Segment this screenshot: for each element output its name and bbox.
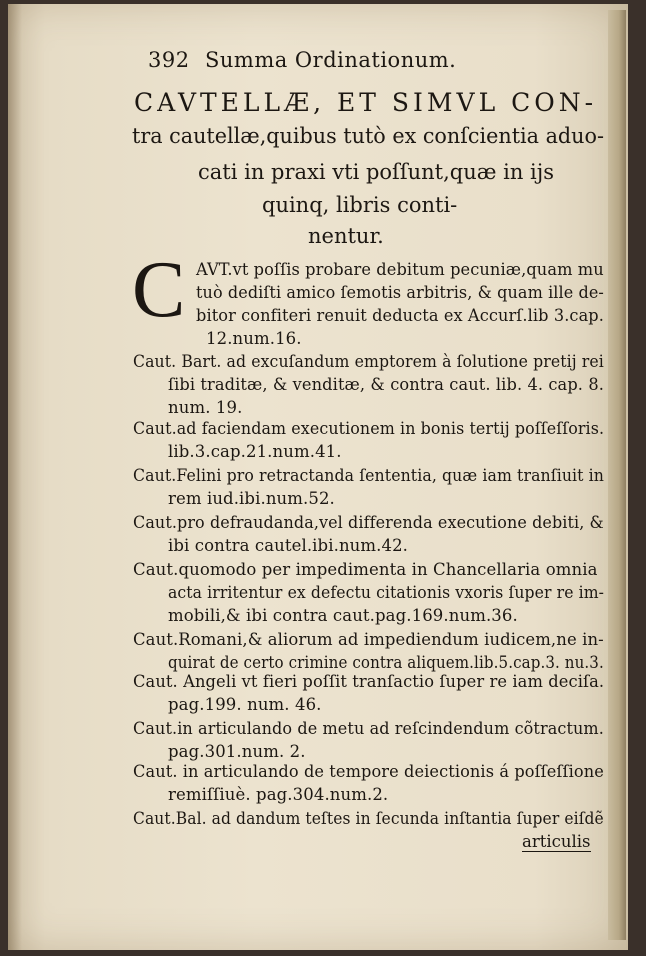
entry-line: Caut.Romani,& aliorum ad impediendum iudicem,ne in- xyxy=(133,630,604,649)
entry-line: mobili,& ibi contra caut.pag.169.num.36. xyxy=(168,606,518,625)
section-title-line-4: quinq, libris conti- xyxy=(262,193,458,217)
section-title-line-2: tra cautellæ,quibus tutò ex conſcientia aduo- xyxy=(132,124,604,148)
entry-line: num. 19. xyxy=(168,398,243,417)
section-title-line-3: cati in praxi vti poſſunt,quæ in ijs xyxy=(198,160,555,184)
entry-line: Caut.quomodo per impedimenta in Chancellaria omnia xyxy=(133,560,598,579)
section-title-line-5: nentur. xyxy=(308,224,384,248)
entry-line: tuò dediſti amico ſemotis arbitris, & quam ille de- xyxy=(196,283,604,302)
section-title-line-1: CAVTELLÆ, ET SIMVL CON- xyxy=(134,88,598,117)
drop-cap-initial: C xyxy=(132,246,186,334)
entry-line: ibi contra cautel.ibi.num.42. xyxy=(168,536,409,555)
entry-line: Caut. Bart. ad excuſandum emptorem à ſolutione pretij rei xyxy=(133,352,604,371)
entry-line: Caut.Felini pro retractanda ſententia, quæ iam tranſiuit in xyxy=(133,466,605,485)
entry-line: quirat de certo crimine contra aliquem.lib.5.cap.3. nu.3. xyxy=(168,653,604,672)
entry-line: 12.num.16. xyxy=(206,329,302,348)
entry-line: bitor confiteri renuit deducta ex Accurſ.lib 3.cap. xyxy=(196,306,604,325)
entry-line: pag.199. num. 46. xyxy=(168,695,322,714)
entry-line: Caut.in articulando de metu ad reſcindendum cõtractum. xyxy=(133,719,604,738)
running-title: Summa Ordinationum. xyxy=(205,48,457,72)
entry-line: Caut.Bal. ad dandum teſtes in ſecunda inſtantia ſuper eiſdẽ xyxy=(133,809,604,828)
entry-line: remiſſiuè. pag.304.num.2. xyxy=(168,785,389,804)
entry-line: Caut.ad faciendam executionem in bonis tertij poſſeſſoris. xyxy=(133,419,605,438)
entry-line: lib.3.cap.21.num.41. xyxy=(168,442,342,461)
entry-line: acta irritentur ex defectu citationis vxoris ſuper re im- xyxy=(168,583,605,602)
page-number: 392 xyxy=(148,48,190,72)
entry-line: AVT.vt poſſis probare debitum pecuniæ,quam mu xyxy=(196,260,604,279)
entry-line: Caut. Angeli vt fieri poſſit tranſactio ſuper re iam deciſa. xyxy=(133,672,605,691)
entry-line: rem iud.ibi.num.52. xyxy=(168,489,335,508)
entry-line: pag.301.num. 2. xyxy=(168,742,306,761)
entry-line: Caut.pro defraudanda,vel differenda executione debiti, & xyxy=(133,513,604,532)
entry-line: Caut. in articulando de tempore deiectionis á poſſeſſione xyxy=(133,762,604,781)
entry-line: ſibi traditæ, & venditæ, & contra caut. lib. 4. cap. 8. xyxy=(168,375,604,394)
catchword: articulis xyxy=(522,832,591,851)
